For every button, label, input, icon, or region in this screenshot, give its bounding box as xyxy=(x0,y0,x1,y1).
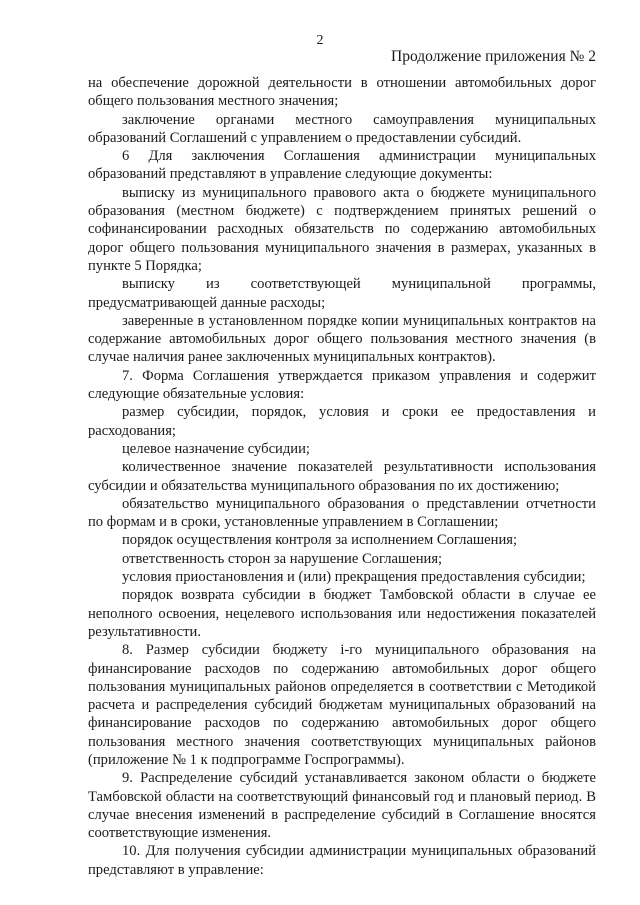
paragraph: размер субсидии, порядок, условия и сроки ее предоставления и расходования; xyxy=(88,404,596,439)
paragraph: порядок возврата субсидии в бюджет Тамбовской области в случае ее неполного освоения, нецелевого использования или недостижения показателей результативности. xyxy=(88,587,596,640)
paragraph: заключение органами местного самоуправления муниципальных образований Соглашений с управлением о предоставлении субсидий. xyxy=(88,111,596,146)
paragraph: выписку из муниципального правового акта о бюджете муниципального образования (местном бюджете) с подтверждением принятых решений о софинансировании расходных обязательств по содержанию автомобильных дорог общего пользования муниципального значения в размерах, указанных в пункте 5 Порядка; xyxy=(88,184,596,274)
paragraph: количественное значение показателей результативности использования субсидии и обязательства муниципального образования по их достижению; xyxy=(88,459,596,494)
paragraph: ответственность сторон за нарушение Соглашения; xyxy=(122,550,443,567)
paragraph: целевое назначение субсидии; xyxy=(122,440,310,457)
paragraph: 7. Форма Соглашения утверждается приказом управления и содержит следующие обязательные условия: xyxy=(88,367,596,403)
paragraph: 10. Для получения субсидии администрации муниципальных образований представляют в управление: xyxy=(88,843,596,878)
page-number: 2 xyxy=(316,33,324,48)
paragraph: заверенные в установленном порядке копии муниципальных контрактов на содержание автомобильных дорог общего пользования местного значения (в случае наличия ранее заключенных муниципальных контрактов). xyxy=(88,312,596,366)
paragraph: на обеспечение дорожной деятельности в отношении автомобильных дорог общего пользования местного значения; xyxy=(88,75,596,110)
continuation-header: Продолжение приложения № 2 xyxy=(391,48,596,65)
document-body xyxy=(88,74,596,879)
paragraph: условия приостановления и (или) прекращения предоставления субсидии; xyxy=(122,569,586,586)
paragraph: выписку из соответствующей муниципальной программы, предусматривающей данные расходы; xyxy=(88,276,596,311)
paragraph: 9. Распределение субсидий устанавливается законом области о бюджете Тамбовской области на соответствующий финансовый год и плановый период. В случае внесения изменений в распределение субсидий в Соглашение вносятся соответствующие изменения. xyxy=(88,770,596,842)
paragraph: 8. Размер субсидии бюджету i-го муниципального образования на финансирование расходов по содержанию автомобильных дорог общего пользования муниципальных районов определяется в соответствии с Методикой расчета и распределения субсидий бюджетам муниципальных образований на финансирование расходов по содержанию автомобильных дорог общего пользования местного значения соответствующих муниципальных районов (приложение № 1 к подпрограмме Госпрограммы). xyxy=(88,642,596,768)
paragraph: порядок осуществления контроля за исполнением Соглашения; xyxy=(122,532,518,549)
paragraph: 6 Для заключения Соглашения администрации муниципальных образований представляют в управление следующие документы: xyxy=(88,148,596,183)
paragraph: обязательство муниципального образования о представлении отчетности по формам и в сроки, установленные управлением в Соглашении; xyxy=(88,495,596,531)
